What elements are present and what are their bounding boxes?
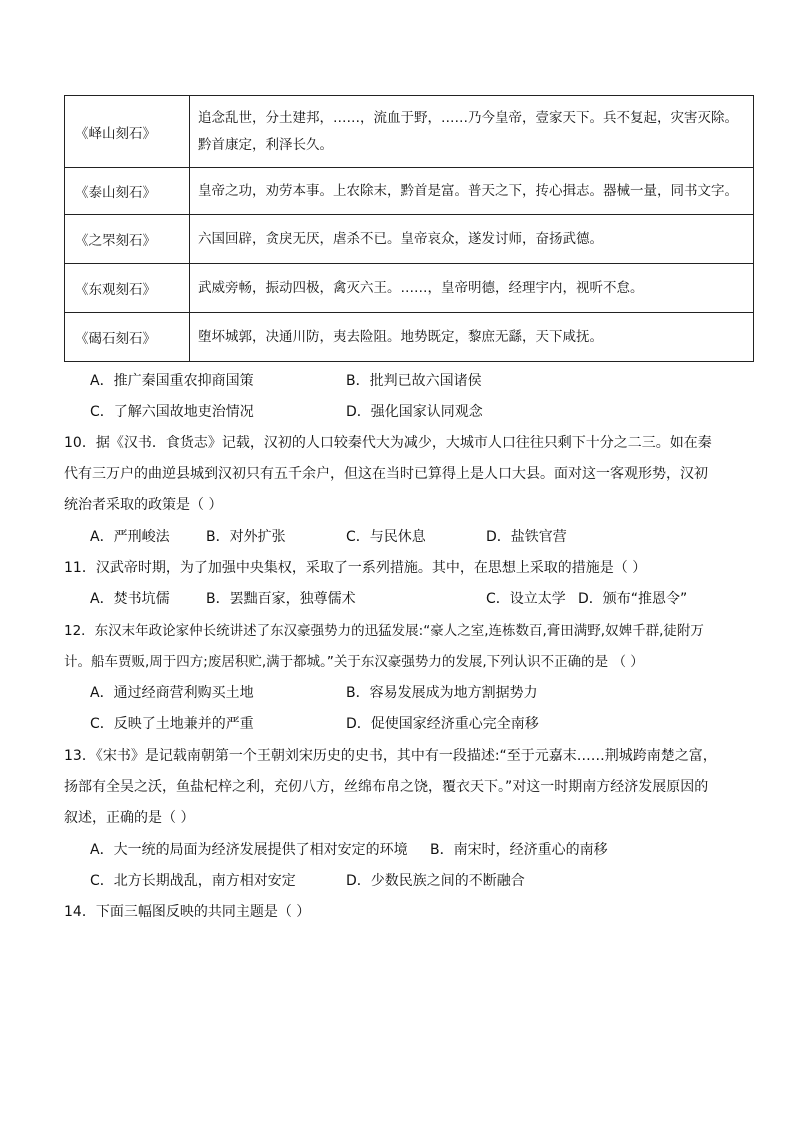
q12-stem-line: 计。船车贾贩,周于四方;废居积贮,满于都城。”关于东汉豪强势力的发展,下列认识不正确的是 （ ） bbox=[64, 654, 644, 670]
q13-stem-line: 扬部有全吴之沃，鱼盐杞梓之利，充仞八方，丝绵布帛之饶，覆衣天下。”对这一时期南方经济发展原因的 bbox=[64, 779, 709, 795]
inscription-name: 《碣石刻石》 bbox=[65, 313, 190, 362]
q10-stem-line: 10．据《汉书．食货志》记载，汉初的人口较秦代大为减少，大城市人口往往只剩下十分之二三。如在秦 bbox=[64, 435, 712, 451]
q12-option-b[interactable]: B．容易发展成为地方割据势力 bbox=[346, 685, 538, 701]
q13-stem-line: 13．《宋书》是记载南朝第一个王朝刘宋历史的史书，其中有一段描述:“至于元嘉末……荆城跨南楚之富， bbox=[64, 748, 717, 764]
inscription-text: 六国回辟，贪戾无厌，虐杀不已。皇帝哀众，遂发讨师，奋扬武德。 bbox=[190, 215, 754, 264]
q10-option-a[interactable]: A．严刑峻法 bbox=[90, 529, 170, 545]
table-row bbox=[65, 215, 754, 264]
inscription-name: 《之罘刻石》 bbox=[65, 215, 190, 264]
q13-option-a[interactable]: A．大一统的局面为经济发展提供了相对安定的环境 bbox=[90, 842, 408, 858]
q14-stem-line: 14．下面三幅图反映的共同主题是（ ） bbox=[64, 904, 311, 920]
q10-stem-line: 代有三万户的曲逆县城到汉初只有五千余户，但这在当时已算得上是人口大县。面对这一客观形势，汉初 bbox=[64, 466, 708, 482]
table-row bbox=[65, 313, 754, 362]
inscription-text: 堕坏城郭，决通川防，夷去险阻。地势既定，黎庶无繇，天下咸抚。 bbox=[190, 313, 754, 362]
q12-option-c[interactable]: C．反映了土地兼并的严重 bbox=[90, 716, 254, 732]
q9-option-c[interactable]: C．了解六国故地吏治情况 bbox=[90, 404, 254, 420]
table-row bbox=[65, 96, 754, 168]
table-row bbox=[65, 168, 754, 215]
inscription-text: 武威旁畅，振动四极，禽灭六王。……，皇帝明德，经理宇内，视听不怠。 bbox=[190, 264, 754, 313]
q11-option-b[interactable]: B．罢黜百家，独尊儒术 bbox=[206, 591, 356, 607]
q13-option-b[interactable]: B．南宋时，经济重心的南移 bbox=[430, 842, 608, 858]
q13-option-d[interactable]: D．少数民族之间的不断融合 bbox=[346, 873, 525, 889]
q11-option-d[interactable]: D．颁布“推恩令” bbox=[578, 591, 688, 607]
q12-option-d[interactable]: D．促使国家经济重心完全南移 bbox=[346, 716, 539, 732]
stone-inscription-table bbox=[64, 95, 754, 362]
q11-option-a[interactable]: A．焚书坑儒 bbox=[90, 591, 170, 607]
inscription-text: 皇帝之功，劝劳本事。上农除末，黔首是富。普天之下，抟心揖志。器械一量，同书文字。 bbox=[190, 168, 754, 215]
q11-option-c[interactable]: C．设立太学 bbox=[486, 591, 566, 607]
inscription-text: 追念乱世，分土建邦，……，流血于野，……乃今皇帝，壹家天下。兵不复起，灾害灭除。黔首康定，利泽长久。 bbox=[190, 96, 754, 168]
q9-option-b[interactable]: B．批判已故六国诸侯 bbox=[346, 373, 482, 389]
q10-option-b[interactable]: B．对外扩张 bbox=[206, 529, 286, 545]
inscription-name: 《峄山刻石》 bbox=[65, 96, 190, 168]
table-row bbox=[65, 264, 754, 313]
q13-stem-line: 叙述，正确的是（ ） bbox=[64, 810, 195, 826]
q10-option-c[interactable]: C．与民休息 bbox=[346, 529, 426, 545]
q9-option-a[interactable]: A．推广秦国重农抑商国策 bbox=[90, 373, 254, 389]
q12-stem-line: 12．东汉末年政论家仲长统讲述了东汉豪强势力的迅猛发展:“豪人之室,连栋数百,膏田满野,奴婢千群,徒附万 bbox=[64, 623, 704, 639]
q12-option-a[interactable]: A．通过经商营利购买土地 bbox=[90, 685, 254, 701]
q13-option-c[interactable]: C．北方长期战乱，南方相对安定 bbox=[90, 873, 296, 889]
q10-stem-line: 统治者采取的政策是（ ） bbox=[64, 497, 223, 513]
inscription-name: 《东观刻石》 bbox=[65, 264, 190, 313]
q11-stem-line: 11．汉武帝时期，为了加强中央集权，采取了一系列措施。其中，在思想上采取的措施是（ ） bbox=[64, 560, 647, 576]
inscription-name: 《泰山刻石》 bbox=[65, 168, 190, 215]
q10-option-d[interactable]: D．盐铁官营 bbox=[486, 529, 567, 545]
q9-option-d[interactable]: D．强化国家认同观念 bbox=[346, 404, 483, 420]
